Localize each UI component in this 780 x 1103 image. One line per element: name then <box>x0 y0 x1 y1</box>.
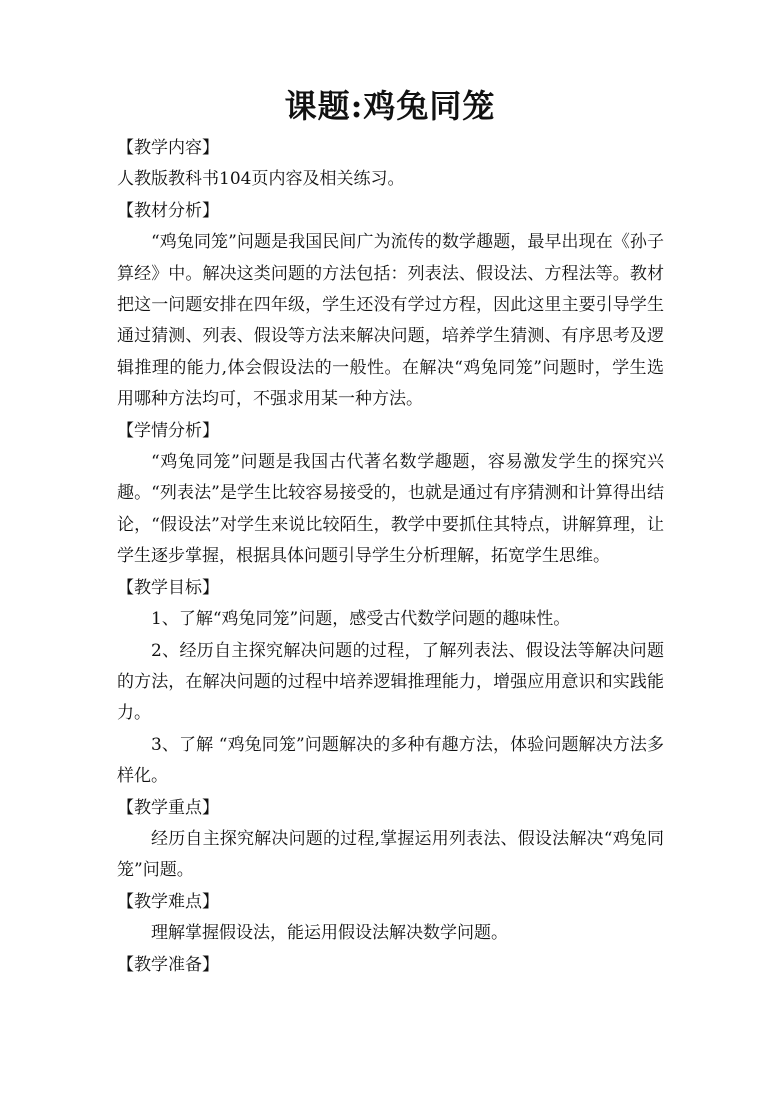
heading-student-analysis: 【学情分析】 <box>117 420 219 441</box>
heading-teaching-goals: 【教学目标】 <box>117 577 219 598</box>
heading-material-analysis: 【教材分析】 <box>117 200 219 221</box>
teaching-content-text: 人教版教科书104页内容及相关练习。 <box>117 169 405 190</box>
teaching-focus-text: 经历自主探究解决问题的过程,掌握运用列表法、假设法解决“鸡兔同笼”问题。 <box>117 828 664 881</box>
heading-teaching-content: 【教学内容】 <box>117 138 219 158</box>
heading-teaching-preparation: 【教学准备】 <box>117 954 219 975</box>
student-analysis-text: “鸡兔同笼”问题是我国古代著名数学趣题，容易激发学生的探究兴趣。“列表法”是学生比较容易接受的，也就是通过有序猜测和计算得出结论，“假设法”对学生来说比较陌生，教学中要抓住其特点，讲解算理，让学生逐步掌握，根据具体问题引导学生分析理解，拓宽学生思维。 <box>117 452 664 567</box>
material-analysis-text: “鸡兔同笼”问题是我国民间广为流传的数学趣题，最早出现在《孙子算经》中。解决这类问题的方法包括：列表法、假设法、方程法等。教材把这一问题安排在四年级，学生还没有学过方程，因此这里主要引导学生通过猜测、列表、假设等方法来解决问题，培养学生猜测、有序思考及逻辑推理的能力,体会假设法的一般性。在解决“鸡兔同笼”问题时，学生选用哪种方法均可，不强求用某一种方法。 <box>117 232 664 410</box>
document-body <box>117 133 664 981</box>
goal-item-2: 2、经历自主探究解决问题的过程，了解列表法、假设法等解决问题的方法，在解决问题的过程中培养逻辑推理能力，增强应用意识和实践能力。 <box>117 640 664 724</box>
heading-teaching-focus: 【教学重点】 <box>117 797 219 818</box>
goal-item-1: 1、了解“鸡兔同笼”问题，感受古代数学问题的趣味性。 <box>151 609 571 630</box>
goal-item-3: 3、了解 “鸡兔同笼”问题解决的多种有趣方法，体验问题解决方法多样化。 <box>117 734 664 787</box>
page-title: 课题:鸡兔同笼 <box>284 87 496 125</box>
teaching-difficulty-text: 理解掌握假设法，能运用假设法解决数学问题。 <box>151 923 508 944</box>
heading-teaching-difficulty: 【教学难点】 <box>117 891 219 912</box>
